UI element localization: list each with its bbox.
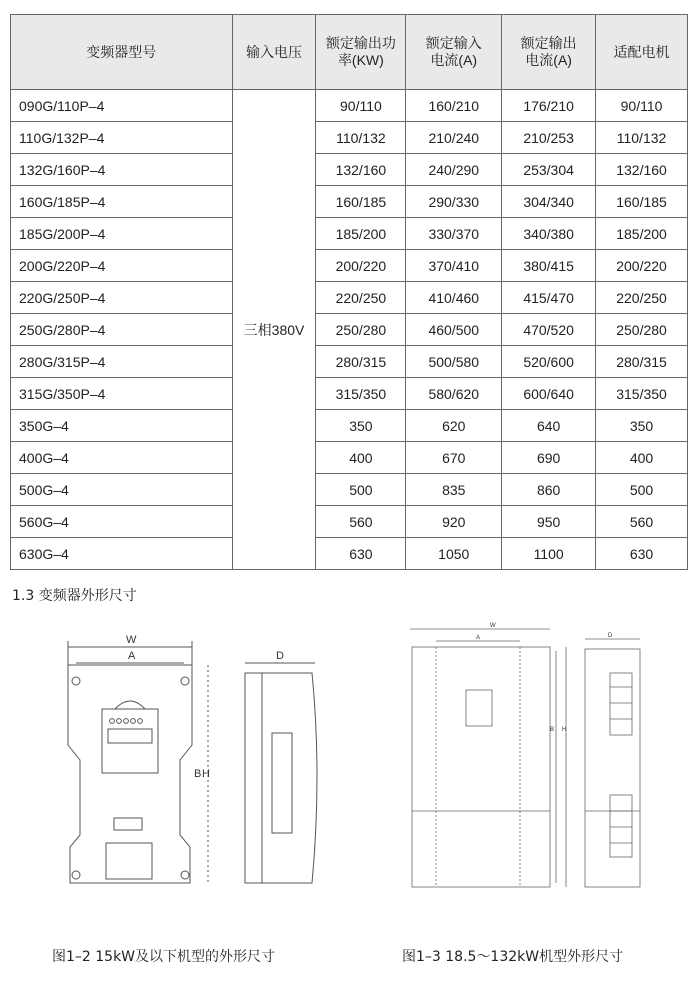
side-outline bbox=[245, 673, 317, 883]
column-header-line: 额定输入 bbox=[425, 35, 482, 51]
table-row bbox=[11, 90, 688, 122]
label-a: A bbox=[476, 635, 481, 641]
value-cell: 460/500 bbox=[406, 314, 502, 346]
table-row bbox=[11, 122, 688, 154]
column-header-line: 适配电机 bbox=[613, 43, 670, 60]
table-row bbox=[11, 538, 688, 570]
model-cell: 132G/160P–4 bbox=[11, 154, 233, 186]
value-cell: 640 bbox=[502, 410, 596, 442]
value-cell: 132/160 bbox=[596, 154, 688, 186]
model-cell: 160G/185P–4 bbox=[11, 186, 233, 218]
value-cell: 160/185 bbox=[316, 186, 406, 218]
input-voltage-cell: 三相380V bbox=[232, 90, 316, 570]
value-cell: 90/110 bbox=[596, 90, 688, 122]
value-cell: 520/600 bbox=[502, 346, 596, 378]
value-cell: 304/340 bbox=[502, 186, 596, 218]
value-cell: 210/240 bbox=[406, 122, 502, 154]
value-cell: 500 bbox=[316, 474, 406, 506]
value-cell: 835 bbox=[406, 474, 502, 506]
model-cell: 185G/200P–4 bbox=[11, 218, 233, 250]
value-cell: 176/210 bbox=[502, 90, 596, 122]
model-cell: 220G/250P–4 bbox=[11, 282, 233, 314]
model-cell: 315G/350P–4 bbox=[11, 378, 233, 410]
table-row bbox=[11, 250, 688, 282]
value-cell: 690 bbox=[502, 442, 596, 474]
model-cell: 110G/132P–4 bbox=[11, 122, 233, 154]
value-cell: 315/350 bbox=[316, 378, 406, 410]
value-cell: 560 bbox=[316, 506, 406, 538]
label-b: B bbox=[550, 727, 555, 733]
column-header-line: 率(KW) bbox=[337, 52, 384, 68]
model-cell: 560G–4 bbox=[11, 506, 233, 538]
model-cell: 250G/280P–4 bbox=[11, 314, 233, 346]
value-cell: 200/220 bbox=[596, 250, 688, 282]
value-cell: 185/200 bbox=[316, 218, 406, 250]
column-header bbox=[316, 15, 406, 90]
model-cell: 280G/315P–4 bbox=[11, 346, 233, 378]
value-cell: 110/132 bbox=[316, 122, 406, 154]
figure-small-drive bbox=[40, 625, 350, 905]
value-cell: 350 bbox=[596, 410, 688, 442]
table-row bbox=[11, 410, 688, 442]
front-outline bbox=[68, 665, 192, 883]
value-cell: 630 bbox=[316, 538, 406, 570]
value-cell: 620 bbox=[406, 410, 502, 442]
spec-table bbox=[10, 14, 688, 570]
value-cell: 415/470 bbox=[502, 282, 596, 314]
label-w: W bbox=[490, 623, 496, 629]
model-cell: 200G/220P–4 bbox=[11, 250, 233, 282]
value-cell: 280/315 bbox=[596, 346, 688, 378]
value-cell: 1100 bbox=[502, 538, 596, 570]
label-h: H bbox=[202, 768, 210, 780]
column-header bbox=[232, 15, 316, 90]
table-row bbox=[11, 186, 688, 218]
value-cell: 500/580 bbox=[406, 346, 502, 378]
label-d: D bbox=[276, 650, 284, 662]
column-header-line: 变频器型号 bbox=[86, 43, 157, 60]
value-cell: 132/160 bbox=[316, 154, 406, 186]
table-row bbox=[11, 378, 688, 410]
table-body bbox=[11, 90, 688, 570]
value-cell: 670 bbox=[406, 442, 502, 474]
label-a: A bbox=[128, 650, 136, 662]
value-cell: 160/185 bbox=[596, 186, 688, 218]
model-cell: 090G/110P–4 bbox=[11, 90, 233, 122]
column-header bbox=[406, 15, 502, 90]
value-cell: 500 bbox=[596, 474, 688, 506]
value-cell: 410/460 bbox=[406, 282, 502, 314]
value-cell: 370/410 bbox=[406, 250, 502, 282]
value-cell: 400 bbox=[596, 442, 688, 474]
column-header-line: 额定输出 bbox=[520, 35, 577, 51]
value-cell: 200/220 bbox=[316, 250, 406, 282]
value-cell: 400 bbox=[316, 442, 406, 474]
figure2-caption: 图1–3 18.5～132kW机型外形尺寸 bbox=[402, 949, 624, 965]
table-row bbox=[11, 218, 688, 250]
label-b: B bbox=[194, 768, 202, 780]
value-cell: 185/200 bbox=[596, 218, 688, 250]
figure1-caption: 图1–2 15kW及以下机型的外形尺寸 bbox=[52, 949, 276, 965]
value-cell: 350 bbox=[316, 410, 406, 442]
value-cell: 210/253 bbox=[502, 122, 596, 154]
table-row bbox=[11, 506, 688, 538]
value-cell: 253/304 bbox=[502, 154, 596, 186]
value-cell: 630 bbox=[596, 538, 688, 570]
value-cell: 315/350 bbox=[596, 378, 688, 410]
value-cell: 560 bbox=[596, 506, 688, 538]
column-header-line: 输入电压 bbox=[246, 43, 303, 60]
value-cell: 340/380 bbox=[502, 218, 596, 250]
header-row bbox=[11, 15, 688, 90]
table-row bbox=[11, 442, 688, 474]
label-d: D bbox=[608, 633, 613, 639]
value-cell: 950 bbox=[502, 506, 596, 538]
label-h: H bbox=[562, 727, 567, 733]
front-outline bbox=[412, 647, 550, 887]
value-cell: 280/315 bbox=[316, 346, 406, 378]
value-cell: 470/520 bbox=[502, 314, 596, 346]
value-cell: 600/640 bbox=[502, 378, 596, 410]
value-cell: 90/110 bbox=[316, 90, 406, 122]
table-row bbox=[11, 282, 688, 314]
value-cell: 160/210 bbox=[406, 90, 502, 122]
column-header bbox=[596, 15, 688, 90]
value-cell: 860 bbox=[502, 474, 596, 506]
value-cell: 290/330 bbox=[406, 186, 502, 218]
value-cell: 220/250 bbox=[316, 282, 406, 314]
model-cell: 630G–4 bbox=[11, 538, 233, 570]
keypad-panel bbox=[466, 690, 492, 726]
value-cell: 920 bbox=[406, 506, 502, 538]
value-cell: 110/132 bbox=[596, 122, 688, 154]
value-cell: 240/290 bbox=[406, 154, 502, 186]
table-row bbox=[11, 314, 688, 346]
value-cell: 380/415 bbox=[502, 250, 596, 282]
value-cell: 250/280 bbox=[316, 314, 406, 346]
section-title: 1.3 变频器外形尺寸 bbox=[12, 588, 137, 604]
table-row bbox=[11, 346, 688, 378]
value-cell: 250/280 bbox=[596, 314, 688, 346]
column-header-line: 电流(A) bbox=[525, 52, 572, 68]
model-cell: 350G–4 bbox=[11, 410, 233, 442]
model-cell: 400G–4 bbox=[11, 442, 233, 474]
figure-large-drive bbox=[400, 615, 690, 905]
value-cell: 1050 bbox=[406, 538, 502, 570]
value-cell: 330/370 bbox=[406, 218, 502, 250]
value-cell: 580/620 bbox=[406, 378, 502, 410]
table-row bbox=[11, 154, 688, 186]
label-w: W bbox=[126, 634, 137, 646]
column-header bbox=[11, 15, 233, 90]
table-row bbox=[11, 474, 688, 506]
column-header-line: 额定输出功 bbox=[325, 35, 396, 51]
column-header bbox=[502, 15, 596, 90]
model-cell: 500G–4 bbox=[11, 474, 233, 506]
value-cell: 220/250 bbox=[596, 282, 688, 314]
column-header-line: 电流(A) bbox=[430, 52, 478, 68]
